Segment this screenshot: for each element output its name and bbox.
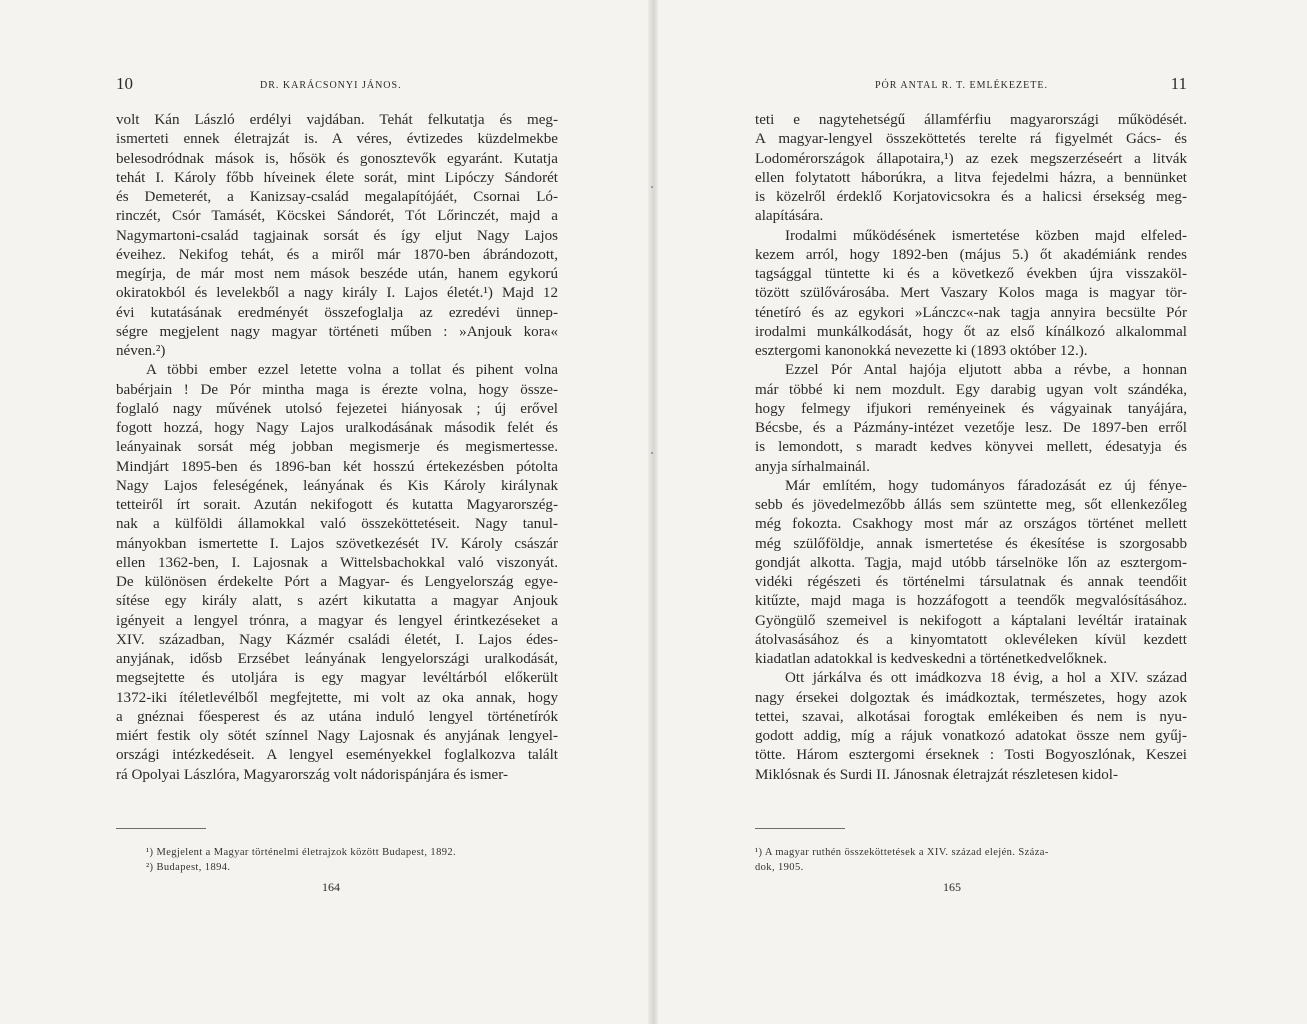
left-running-head: DR. KARÁCSONYI JÁNOS. <box>260 80 402 91</box>
paper-speck <box>651 186 653 188</box>
text-line: megsejtette és utoljára is egy magyar levéltárból előkerült <box>116 670 558 687</box>
text-line: országi intézkedéseit. A lengyel eseményekkel foglalkozva talált <box>116 747 558 764</box>
left-page-body <box>116 111 558 785</box>
text-line: tagsággal tüntette ki és a következő években újra visszaköl- <box>755 266 1187 282</box>
text-line: kiadatlan adatokkal is kedveskedni a történetkedvelőknek. <box>755 651 1108 667</box>
text-line: anyjának, idősb Erzsébet leányának lengyelországi uralkodását, <box>116 651 558 667</box>
text-line: már többé ki nem mozdult. Egy darabig ugyan volt szándéka, <box>755 381 1187 398</box>
text-line: éveihez. Nekifog tehát, és a miről már 1870-ben ábrándozott, <box>116 246 558 263</box>
text-line: Miklósnak és Surdi II. Jánosnak életrajzát részletesen kidol- <box>755 766 1118 783</box>
text-line: Ezzel Pór Antal hajója eljutott abba a révbe, a honnan <box>785 362 1187 379</box>
right-signature-number: 165 <box>943 880 961 894</box>
text-line: Nagy Lajos feleségének, leányának és Kis Károly királynak <box>116 477 558 494</box>
right-page <box>658 0 1307 1024</box>
text-line: ténetíró és az egykori »Lánczc«-nak tagja annyira becsülte Pór <box>755 304 1187 321</box>
right-footnote-rule <box>755 828 845 829</box>
left-page <box>0 0 648 1024</box>
text-line: még fokozta. Csakhogy most már az országos történet mellett <box>755 516 1187 533</box>
left-signature-number: 164 <box>322 880 340 894</box>
text-line: tehát I. Károly főbb híveinek élete sorát, mint Lipóczy Sándorét <box>116 169 558 186</box>
text-line: leányainak sorsát még jobban megismerje és megismertesse. <box>116 439 558 456</box>
text-line: rinczét, Csór Tamásét, Köcskei Sándorét, Tót Lőrinczét, majd a <box>116 208 558 225</box>
text-line: babérjain ! De Pór mintha maga is érezte volna, hogy össze- <box>116 381 558 398</box>
text-line: évi kutatásának eredményét összefoglalja az ezredévi ünnep- <box>116 304 558 321</box>
text-line: alapítására. <box>755 208 824 225</box>
text-line: XIV. században, Nagy Kázmér családi életét, I. Lajos édes- <box>116 631 558 648</box>
right-page-body <box>755 111 1187 785</box>
text-line: hogy felmegy ifjukori reményeinek és vágyainak tanyájára, <box>755 400 1187 417</box>
text-line: De különösen érdekelte Pórt a Magyar- és Lengyelország egye- <box>116 574 558 590</box>
text-line: néven.²) <box>116 343 166 359</box>
left-footnote-rule <box>116 828 206 829</box>
text-line: sebb és jövedelmezőbb állás sem szüntette meg, sőt ellenkezőleg <box>755 497 1187 513</box>
text-line: 1372-iki ítéletlevélből megfejtette, mi volt az oka annak, hogy <box>116 689 558 706</box>
text-line: okiratokból és levelekből a nagy király I. Lajos életét.¹) Majd 12 <box>116 285 558 302</box>
text-line: fogott hozzá, hogy Nagy Lajos uralkodásának második felét és <box>116 420 558 436</box>
text-line: foglaló nagy művének utolsó fejezetei hiányosak ; új erővel <box>116 400 558 417</box>
footnote: ¹) Megjelent a Magyar történelmi életrajzok között Budapest, 1892. <box>146 847 457 858</box>
text-line: miért festik oly sötét színnel Nagy Lajosnak és anyjának lengyel- <box>116 728 558 744</box>
text-line: Lodomérországok állapotaira,¹) az ezek megszerzéseért a litvák <box>755 150 1187 167</box>
text-line: még szülőföldje, annak ismertetése és ékesítése is szorgosabb <box>755 535 1187 552</box>
text-line: godott addig, míg a rájuk vonatkozó adatokat össze nem gyűj- <box>755 728 1187 744</box>
text-line: tötte. Három esztergomi érseknek : Tosti Bogyoszlónak, Keszei <box>755 747 1187 764</box>
text-line: Bécsbe, és a Pázmány-intézet vezetője lesz. De 1897-ben erről <box>755 420 1187 436</box>
text-line: ellen 1362-ben, I. Lajosnak a Wittelsbachokkal való viszonyát. <box>116 554 558 571</box>
text-line: sítése egy király alatt, s azért kikutatta a magyar Anjouk <box>116 593 558 610</box>
text-line: is lemondott, s maradt kedves könyvei mellett, édesatyja és <box>755 439 1187 456</box>
right-running-head: PÓR ANTAL R. T. EMLÉKEZETE. <box>875 80 1048 91</box>
text-line: ségre megjelent nagy magyar történeti műben : »Anjouk kora« <box>116 323 558 340</box>
text-line: Irodalmi működésének ismertetése közben majd elfeled- <box>785 227 1187 244</box>
left-page-number: 10 <box>116 74 133 93</box>
text-line: igényeit a lengyel trónra, a magyar és lengyel érintkezéseket a <box>116 612 558 629</box>
text-line: kitűzte, majd maga is hozzáfogott a teendők megvalósításához. <box>755 593 1187 610</box>
text-line: Mindjárt 1895-ben és 1896-ban két hosszú értekezésben pótolta <box>116 458 558 475</box>
text-line: és Demeterét, a Kanizsay-család megalapítójáét, Csornai Ló- <box>116 189 558 205</box>
text-line: rá Opolyai Lászlóra, Magyarország volt nádorispánjára és ismer- <box>116 766 508 783</box>
text-line: irodalmi munkálkodását, hogy őt az első kínálkozó alkalommal <box>755 323 1187 340</box>
text-line: esztergomi kanonokká nevezette ki (1893 október 12.). <box>755 343 1088 359</box>
text-line: volt Kán László erdélyi vajdában. Tehát felkutatja és meg- <box>116 112 558 128</box>
text-line: tettei, szavai, alkotásai forogtak emlékeiben és nem is nyu- <box>755 708 1187 725</box>
text-line: tözött szülővárosába. Mert Vaszary Kolos maga is magyar tör- <box>755 285 1187 302</box>
text-line: gondját alkotta. Tagja, majd utóbb társelnöke lőn az esztergom- <box>755 554 1187 571</box>
text-line: A többi ember ezzel letette volna a tollat és pihent volna <box>146 362 558 379</box>
footnote: ¹) A magyar ruthén összeköttetések a XIV. század elején. Száza- <box>755 847 1049 858</box>
book-gutter <box>648 0 658 1024</box>
text-line: kezem arról, hogy 1892-ben (május 5.) őt akadémiánk rendes <box>755 246 1187 263</box>
footnote: dok, 1905. <box>755 862 804 873</box>
text-line: Gyöngülő szemeivel is nekifogott a káptalani levéltár iratainak <box>755 612 1187 629</box>
text-line: nak a külföldi államokkal való összeköttetéseit. Nagy tanul- <box>116 516 558 533</box>
text-line: nagy érsekei dolgoztak és imádkoztak, természetes, hogy azok <box>755 689 1187 706</box>
text-line: ellen folytatott háborúkra, a litva fejedelmi házra, a bennünket <box>755 169 1187 186</box>
text-line: Már említém, hogy tudományos fáradozását ez új fénye- <box>785 477 1187 494</box>
text-line: is közelről érdeklő Korjatovicsokra és a halicsi érsekség meg- <box>755 189 1187 205</box>
footnote: ²) Budapest, 1894. <box>146 862 231 873</box>
right-page-header <box>755 74 1187 96</box>
text-line: ismerteti ennek életrajzát is. A véres, évtizedes küzdelmekbe <box>116 131 558 148</box>
text-line: anyja sírhalmainál. <box>755 458 870 475</box>
text-line: mányokban ismertette I. Lajos szövetkezését IV. Károly császár <box>116 535 558 552</box>
left-page-header <box>116 74 558 96</box>
text-line: vidéki régészeti és történelmi társulatnak és annak teendőit <box>755 574 1187 590</box>
text-line: A magyar-lengyel összeköttetés terelte rá figyelmét Gács- és <box>755 131 1187 148</box>
text-line: a gnéznai főesperest és az utána induló lengyel történetírók <box>116 708 558 725</box>
right-page-number: 11 <box>1170 74 1187 93</box>
text-line: megírja, de már most nem mások beszéde után, hanem egykorú <box>116 266 558 282</box>
paper-speck <box>651 452 653 454</box>
text-line: teti e nagytehetségű államférfiu magyarországi működését. <box>755 112 1187 128</box>
text-line: Nagymartoni-család tagjainak sorsát és így eljut Nagy Lajos <box>116 227 558 244</box>
text-line: átolvasásához és a kinyomtatott oklevéleken kívül kezdett <box>755 631 1187 648</box>
text-line: belesodródnak mások is, hősök és gonosztevők egyaránt. Kutatja <box>116 150 558 167</box>
text-line: tetteiről írt sorait. Azután nekifogott és kutatta Magyarorszég- <box>116 497 558 513</box>
text-line: Ott járkálva és ott imádkozva 18 évig, a hol a XIV. század <box>785 670 1187 687</box>
left-footnotes <box>146 845 558 875</box>
right-footnotes <box>755 845 1187 875</box>
